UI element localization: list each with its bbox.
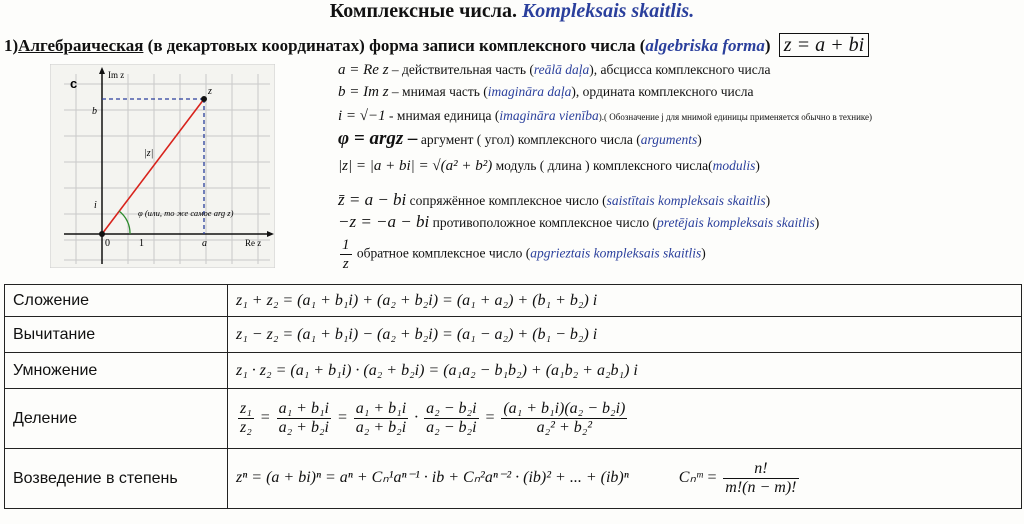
op-name: Деление bbox=[5, 389, 228, 449]
b-label: b bbox=[92, 106, 97, 117]
definition-item: −z = −a − bi противоположное комплексное число (pretējais kompleksais skaitlis) bbox=[338, 212, 820, 231]
combination-formula: Cₙᵐ = $\frac{n!}{m!(n - m)!}$ bbox=[678, 460, 797, 496]
definition-item: |z| = |a + bi| = √(a² + b²) модуль ( длина ) комплексного числа(modulis) bbox=[338, 158, 760, 174]
op-name: Вычитание bbox=[5, 317, 228, 353]
op-name: Возведение в степень bbox=[5, 449, 228, 509]
point-z bbox=[201, 96, 207, 102]
label-c: c bbox=[70, 76, 78, 91]
zero-label: 0 bbox=[105, 238, 110, 249]
definition-item: φ = argz – аргумент ( угол) комплексного числа (arguments) bbox=[338, 128, 702, 149]
point-label: z bbox=[208, 86, 212, 97]
angle-note: φ (или, то же самое arg z) bbox=[138, 208, 234, 218]
section-heading bbox=[4, 34, 869, 57]
op-formula: z₁ + z₂ = (a₁ + b₁i) + (a₂ + b₂i) = (a₁ + a₂) + (b₁ + b₂) i bbox=[228, 285, 1022, 317]
section-number: 1) bbox=[4, 36, 19, 55]
origin-point bbox=[99, 231, 105, 237]
i-label: i bbox=[94, 200, 97, 211]
definition-item: $\frac{1}{z}$ обратное комплексное число (apgrieztais kompleksais skaitlis) bbox=[342, 237, 706, 272]
modulus-label: |z| bbox=[144, 148, 154, 159]
op-formula-division: $\frac{\text{z₁}}{\text{z₂}}$ = $\frac{\text{a₁ + b₁i}}{\text{a₂ + b₂i}}$ = $\frac{\text{a₁ + b₁i}}{\text{a₂ + b₂i}}$ · $\frac{\text{a₂ − b₂i}}{\text{a₂ − b₂i}}$ = $\frac{\text{(a₁ + b₁i)(a₂ − b₂i)}}{\text{a₂² + b₂²}}$ bbox=[228, 389, 1022, 449]
op-formula: z₁ − z₂ = (a₁ + b₁i) − (a₂ + b₂i) = (a₁ − a₂) + (b₁ − b₂) i bbox=[228, 317, 1022, 353]
op-formula: z₁ · z₂ = (a₁ + b₁i) · (a₂ + b₂i) = (a₁a₂ − b₁b₂) + (a₁b₂ + a₂b₁) i bbox=[228, 353, 1022, 389]
definition-item: z̄ = a − bi сопряжённое комплексное число (saistītais kompleksais skaitlis) bbox=[338, 190, 771, 209]
operations-table bbox=[4, 284, 1022, 509]
definition-item: b = Im z – мнимая часть (imagināra daļa), ордината комплексного числа bbox=[338, 84, 754, 100]
complex-plane-figure bbox=[50, 64, 275, 268]
page-title bbox=[0, 0, 1024, 22]
table-row bbox=[5, 353, 1022, 389]
algebraic-form-box: z = a + bi bbox=[779, 33, 869, 57]
im-axis-label: Im z bbox=[108, 70, 125, 80]
re-axis-label: Re z bbox=[245, 238, 262, 248]
table-row bbox=[5, 285, 1022, 317]
one-label: 1 bbox=[139, 238, 144, 249]
definition-item: a = Re z – действительная часть (reālā daļa), абсцисса комплексного числа bbox=[338, 62, 771, 78]
op-name: Сложение bbox=[5, 285, 228, 317]
title-ru: Комплексные числа. bbox=[329, 0, 517, 22]
title-lv: Kompleksais skaitlis. bbox=[521, 0, 695, 22]
table-row bbox=[5, 389, 1022, 449]
section-part2: (в декартовых координатах) форма записи комплексного числа ( bbox=[147, 36, 646, 55]
table-row bbox=[5, 449, 1022, 509]
table-row bbox=[5, 317, 1022, 353]
op-formula-power: zⁿ = (a + bi)ⁿ = aⁿ + Cₙ¹aⁿ⁻¹ · ib + Cₙ²aⁿ⁻² · (ib)² + ... + (ib)ⁿ Cₙᵐ = $\frac{n!}{m!(n - m)!}$ bbox=[228, 449, 1022, 509]
op-name: Умножение bbox=[5, 353, 228, 389]
reciprocal-fraction: $\frac{1}{z}$ bbox=[342, 237, 350, 272]
section-lv: algebriska forma bbox=[645, 36, 765, 55]
section-part1: Алгебраическая bbox=[18, 36, 144, 55]
section-close: ) bbox=[764, 36, 771, 55]
a-label: a bbox=[202, 238, 207, 249]
definition-item: i = √−1 - мнимая единица (imagināra vienība).( Обозначение j для мнимой единицы применяется обычно в технике) bbox=[338, 108, 873, 124]
